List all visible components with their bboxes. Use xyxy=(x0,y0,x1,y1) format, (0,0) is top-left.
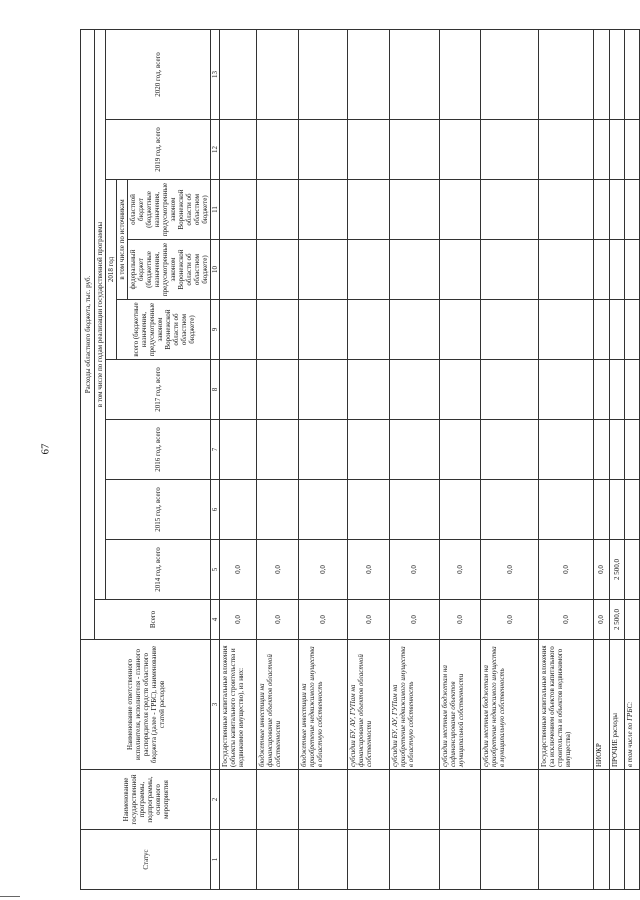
column-index: 3 xyxy=(211,640,220,770)
empty-cell xyxy=(439,830,480,890)
header-program-name: Наименование государственной программы, подпрограммы, основного мероприятия xyxy=(81,770,211,830)
empty-cell xyxy=(389,300,439,360)
row-total: 2 500,0 xyxy=(609,600,624,640)
header-by-years: в том числе по годам реализации государственной программы xyxy=(95,29,106,599)
empty-cell xyxy=(298,830,348,890)
column-index: 6 xyxy=(211,480,220,540)
row-label: субсидии БУ, АУ, ГУПам на приобретение недвижимого имущества в областную собственность xyxy=(389,640,439,770)
column-index: 7 xyxy=(211,420,220,480)
empty-cell xyxy=(389,180,439,240)
empty-cell xyxy=(481,240,539,300)
empty-cell xyxy=(389,240,439,300)
column-index: 11 xyxy=(211,180,220,240)
column-index: 13 xyxy=(211,29,220,119)
table-row xyxy=(539,29,594,889)
empty-cell xyxy=(389,770,439,830)
table-row xyxy=(257,29,298,889)
empty-cell xyxy=(298,240,348,300)
empty-cell xyxy=(439,420,480,480)
row-total: 0,0 xyxy=(594,600,609,640)
table-row xyxy=(609,29,624,889)
empty-cell xyxy=(348,300,389,360)
empty-cell xyxy=(539,120,594,180)
empty-cell xyxy=(609,480,624,540)
empty-cell xyxy=(220,180,257,240)
empty-cell xyxy=(257,300,298,360)
empty-cell xyxy=(348,180,389,240)
empty-cell xyxy=(609,360,624,420)
header-by-sources: в том числе по источникам xyxy=(117,180,128,300)
column-index: 10 xyxy=(211,240,220,300)
empty-cell xyxy=(389,830,439,890)
empty-cell xyxy=(624,360,639,420)
header-2019: 2019 год, всего xyxy=(106,120,211,180)
empty-cell xyxy=(594,420,609,480)
row-label: субсидии местным бюджетам на приобретение недвижимого имущества в муниципальную собственность xyxy=(481,640,539,770)
empty-cell xyxy=(220,29,257,119)
empty-cell xyxy=(481,360,539,420)
row-2014: 0,0 xyxy=(389,540,439,600)
empty-cell xyxy=(439,770,480,830)
empty-cell xyxy=(624,120,639,180)
empty-cell xyxy=(539,240,594,300)
row-total: 0,0 xyxy=(348,600,389,640)
empty-cell xyxy=(481,830,539,890)
column-index: 4 xyxy=(211,600,220,640)
empty-cell xyxy=(609,29,624,119)
empty-cell xyxy=(439,300,480,360)
empty-cell xyxy=(348,830,389,890)
empty-cell xyxy=(594,480,609,540)
empty-cell xyxy=(389,480,439,540)
empty-cell xyxy=(624,180,639,240)
row-2014: 0,0 xyxy=(481,540,539,600)
row-label: в том числе по ГРБС: xyxy=(624,640,639,770)
table-row xyxy=(220,29,257,889)
row-2014: 0,0 xyxy=(539,540,594,600)
empty-cell xyxy=(257,830,298,890)
header-federal: федеральный бюджет (бюджетные назначения, предусмотренные законом Воронежской области об областном бюджете) xyxy=(128,240,211,300)
column-index: 2 xyxy=(211,770,220,830)
empty-cell xyxy=(594,29,609,119)
empty-cell xyxy=(439,120,480,180)
empty-cell xyxy=(481,770,539,830)
empty-cell xyxy=(539,29,594,119)
table-row xyxy=(298,29,348,889)
empty-cell xyxy=(389,120,439,180)
empty-cell xyxy=(539,180,594,240)
empty-cell xyxy=(220,360,257,420)
row-total: 0,0 xyxy=(481,600,539,640)
row-2014: 0,0 xyxy=(594,540,609,600)
row-total: 0,0 xyxy=(439,600,480,640)
empty-cell xyxy=(439,360,480,420)
header-regional: областной бюджет (бюджетные назначения, предусмотренные законом Воронежской области об областном бюджете) xyxy=(128,180,211,240)
empty-cell xyxy=(220,240,257,300)
empty-cell xyxy=(298,360,348,420)
header-total: Всего xyxy=(95,600,211,640)
empty-cell xyxy=(539,770,594,830)
column-index: 1 xyxy=(211,830,220,890)
table-row xyxy=(624,29,639,889)
empty-cell xyxy=(609,120,624,180)
empty-cell xyxy=(624,300,639,360)
empty-cell xyxy=(609,770,624,830)
empty-cell xyxy=(594,240,609,300)
empty-cell xyxy=(609,420,624,480)
empty-cell xyxy=(481,480,539,540)
header-2015: 2015 год, всего xyxy=(106,480,211,540)
row-total: 0,0 xyxy=(389,600,439,640)
page-edge-mark xyxy=(0,896,20,897)
empty-cell xyxy=(348,120,389,180)
empty-cell xyxy=(624,770,639,830)
empty-cell xyxy=(594,180,609,240)
empty-cell xyxy=(298,480,348,540)
row-label: Государственные капитальные вложения (объекты капитального строительства и недвижимое имущество), из них: xyxy=(220,640,257,770)
empty-cell xyxy=(389,360,439,420)
empty-cell xyxy=(257,240,298,300)
row-2014: 0,0 xyxy=(257,540,298,600)
empty-cell xyxy=(348,770,389,830)
row-2014: 2 500,0 xyxy=(609,540,624,600)
column-index-row xyxy=(211,29,220,889)
empty-cell xyxy=(609,300,624,360)
header-2016: 2016 год, всего xyxy=(106,420,211,480)
row-label: НИОКР xyxy=(594,640,609,770)
empty-cell xyxy=(348,480,389,540)
empty-cell xyxy=(539,420,594,480)
row-total: 0,0 xyxy=(220,600,257,640)
empty-cell xyxy=(609,240,624,300)
table-row xyxy=(348,29,389,889)
row-2014: 0,0 xyxy=(220,540,257,600)
table-row xyxy=(481,29,539,889)
empty-cell xyxy=(220,480,257,540)
empty-cell xyxy=(594,830,609,890)
row-total xyxy=(624,600,639,640)
header-2014: 2014 год, всего xyxy=(106,540,211,600)
empty-cell xyxy=(257,180,298,240)
rotated-table-container xyxy=(80,30,640,890)
column-index: 8 xyxy=(211,360,220,420)
empty-cell xyxy=(389,420,439,480)
row-label: субсидии БУ, АУ, ГУПам на финансирование объектов областной собственности xyxy=(348,640,389,770)
empty-cell xyxy=(257,420,298,480)
empty-cell xyxy=(389,29,439,119)
empty-cell xyxy=(624,240,639,300)
empty-cell xyxy=(594,770,609,830)
empty-cell xyxy=(539,300,594,360)
row-label: субсидии местным бюджетам на софинансирование объектов муниципальной собственности xyxy=(439,640,480,770)
row-2014: 0,0 xyxy=(348,540,389,600)
column-index: 12 xyxy=(211,120,220,180)
header-2020: 2020 год, всего xyxy=(106,29,211,119)
empty-cell xyxy=(348,420,389,480)
header-2018: 2018 год xyxy=(106,180,117,360)
empty-cell xyxy=(609,180,624,240)
empty-cell xyxy=(481,29,539,119)
empty-cell xyxy=(298,770,348,830)
empty-cell xyxy=(257,360,298,420)
column-index: 9 xyxy=(211,300,220,360)
page-number: 67 xyxy=(39,443,52,455)
empty-cell xyxy=(439,240,480,300)
empty-cell xyxy=(220,300,257,360)
table-body xyxy=(220,29,640,889)
empty-cell xyxy=(624,830,639,890)
empty-cell xyxy=(481,420,539,480)
empty-cell xyxy=(220,420,257,480)
row-label: бюджетные инвестиции на приобретение недвижимого имущества в областную собственность xyxy=(298,640,348,770)
empty-cell xyxy=(220,770,257,830)
empty-cell xyxy=(539,480,594,540)
empty-cell xyxy=(298,120,348,180)
empty-cell xyxy=(609,830,624,890)
header-expenses: Расходы областного бюджета, тыс. руб. xyxy=(81,29,95,639)
column-index: 5 xyxy=(211,540,220,600)
empty-cell xyxy=(539,830,594,890)
empty-cell xyxy=(594,360,609,420)
header-status: Статус xyxy=(81,830,211,890)
header-executor: Наименование ответственного исполнителя, исполнителя - главного распорядителя средств областного бюджета (далее - ГРБС), наименование статей расходов xyxy=(81,640,211,770)
empty-cell xyxy=(624,420,639,480)
empty-cell xyxy=(594,300,609,360)
header-2017: 2017 год, всего xyxy=(106,360,211,420)
empty-cell xyxy=(481,120,539,180)
row-2014 xyxy=(624,540,639,600)
empty-cell xyxy=(439,480,480,540)
header-2018-total: всего (бюджетные назначения, предусмотренные законом Воронежской области об областном бюджете) xyxy=(117,300,211,360)
empty-cell xyxy=(257,29,298,119)
empty-cell xyxy=(481,180,539,240)
empty-cell xyxy=(298,300,348,360)
row-total: 0,0 xyxy=(298,600,348,640)
row-2014: 0,0 xyxy=(298,540,348,600)
row-label: Государственные капитальные вложения (за исключением объектов капитального строительства и объектов недвижимого имущества) xyxy=(539,640,594,770)
empty-cell xyxy=(348,29,389,119)
row-total: 0,0 xyxy=(539,600,594,640)
empty-cell xyxy=(539,360,594,420)
empty-cell xyxy=(348,240,389,300)
row-2014: 0,0 xyxy=(439,540,480,600)
empty-cell xyxy=(257,480,298,540)
empty-cell xyxy=(439,180,480,240)
row-total: 0,0 xyxy=(257,600,298,640)
table-row xyxy=(594,29,609,889)
table-row xyxy=(389,29,439,889)
empty-cell xyxy=(624,29,639,119)
empty-cell xyxy=(220,120,257,180)
row-label: ПРОЧИЕ расходы xyxy=(609,640,624,770)
budget-table xyxy=(80,29,640,890)
empty-cell xyxy=(257,770,298,830)
empty-cell xyxy=(220,830,257,890)
row-label: бюджетные инвестиции на финансирование объектов областной собственности xyxy=(257,640,298,770)
empty-cell xyxy=(257,120,298,180)
empty-cell xyxy=(624,480,639,540)
empty-cell xyxy=(481,300,539,360)
empty-cell xyxy=(298,180,348,240)
table-row xyxy=(439,29,480,889)
empty-cell xyxy=(298,420,348,480)
empty-cell xyxy=(298,29,348,119)
empty-cell xyxy=(439,29,480,119)
empty-cell xyxy=(594,120,609,180)
empty-cell xyxy=(348,360,389,420)
